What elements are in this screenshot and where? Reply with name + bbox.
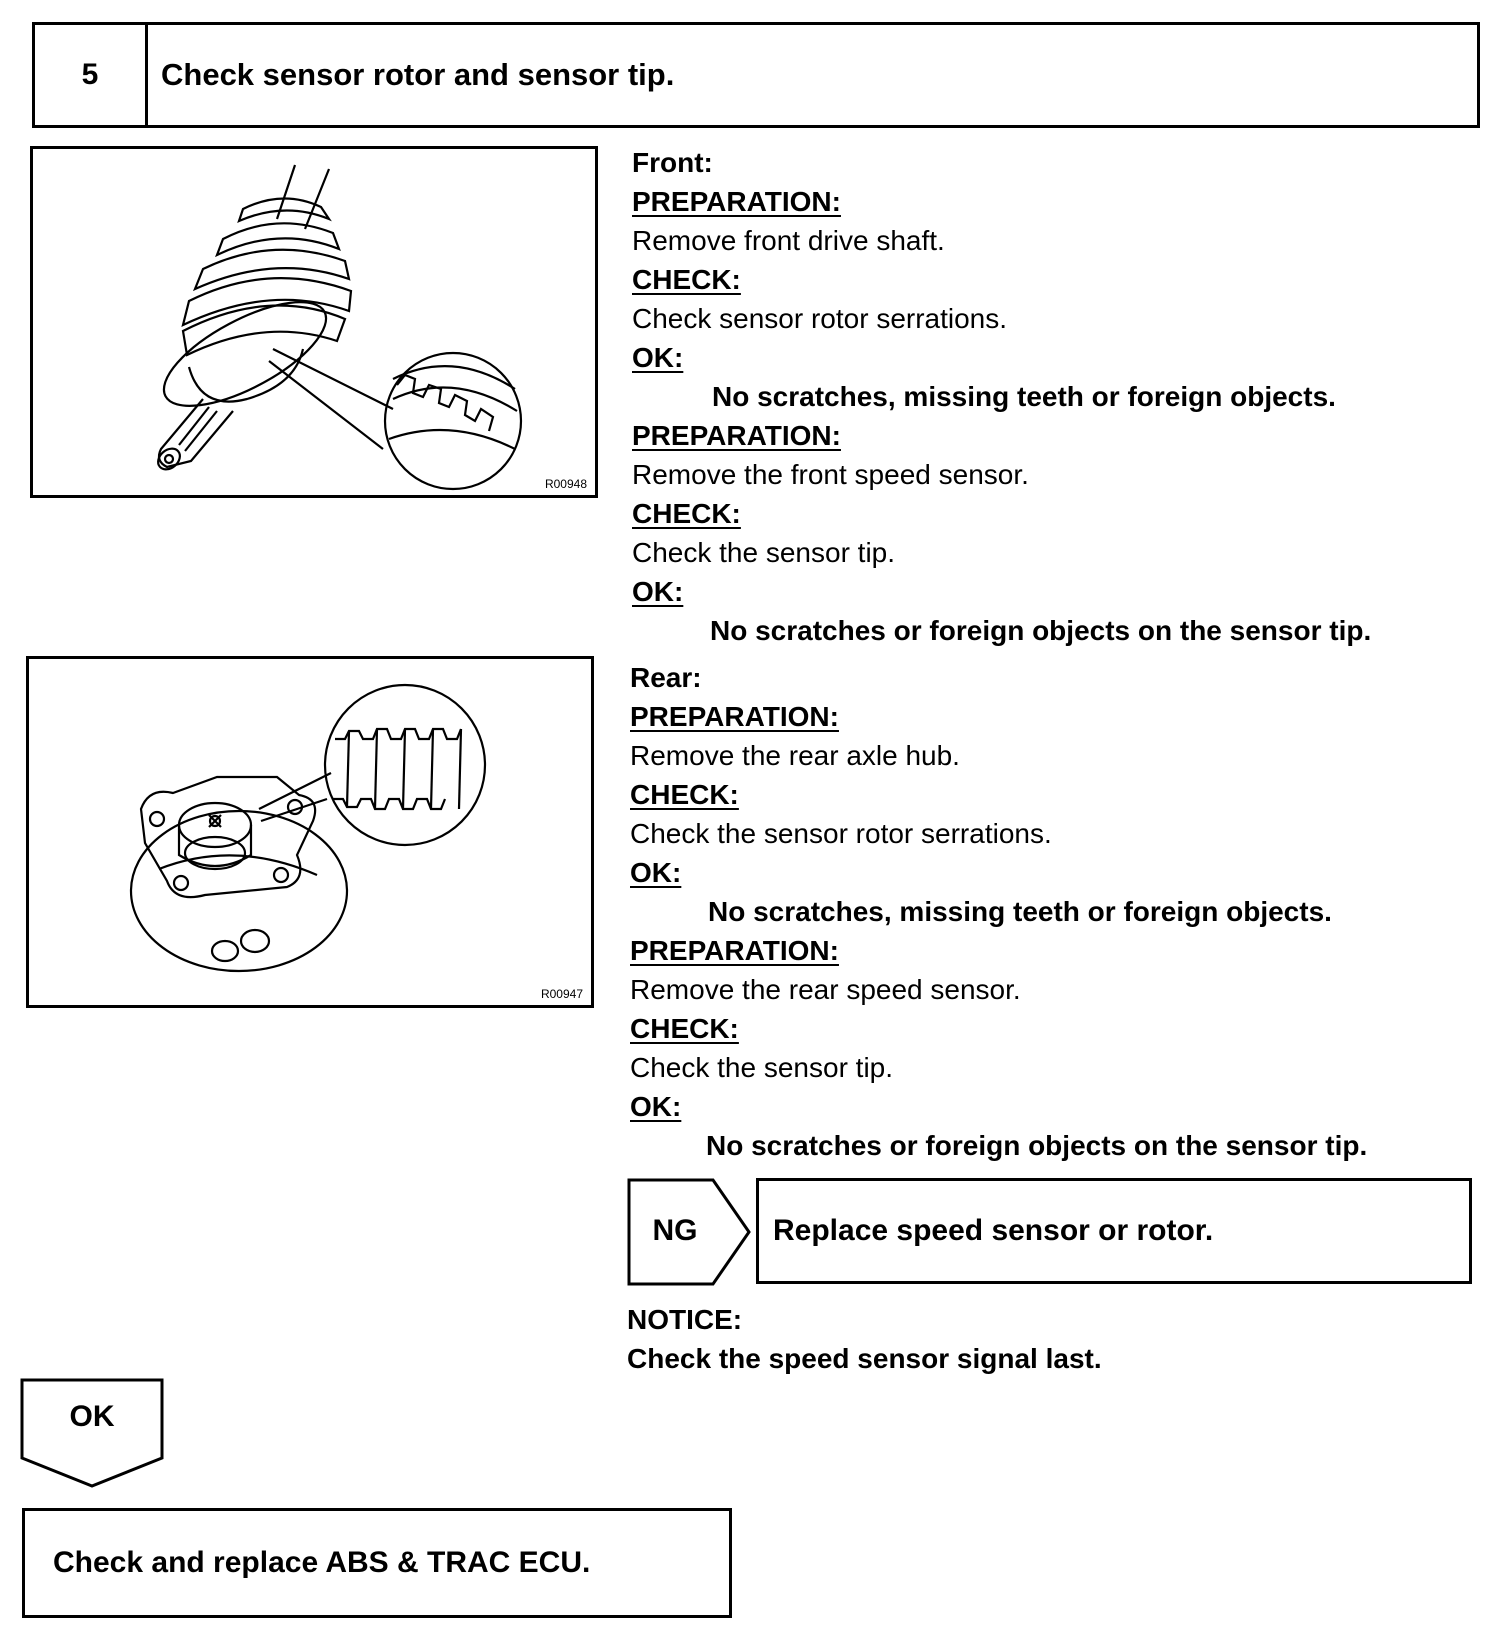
front-prep1-text: Remove front drive shaft. [632,225,945,256]
figure-code: R00947 [540,987,583,1001]
rear-check1-text: Check the sensor rotor serrations. [630,818,1052,849]
front-check1-text: Check sensor rotor serrations. [632,303,1008,334]
rear-check1-label: CHECK: [630,779,739,810]
ng-label: NG [652,1214,698,1247]
final-action-box: Check and replace ABS & TRAC ECU. [22,1508,732,1618]
drive-shaft-illustration [33,149,595,495]
front-heading: Front: [632,147,713,178]
front-prep2-label: PREPARATION: [632,420,841,451]
step-header [32,22,1480,128]
axle-hub-illustration [29,659,591,1005]
rear-check2-label: CHECK: [630,1013,739,1044]
rear-ok2-label: OK: [630,1091,682,1122]
step-title: Check sensor rotor and sensor tip. [161,57,675,92]
rear-ok1-text: No scratches, missing teeth or foreign objects. [708,896,1332,927]
notice-label: NOTICE: [627,1304,743,1335]
notice-text: Check the speed sensor signal last. [627,1343,1102,1374]
front-check2-text: Check the sensor tip. [632,537,896,568]
rear-check2-text: Check the sensor tip. [630,1052,894,1083]
front-prep1-label: PREPARATION: [632,186,841,217]
rear-ok2-text: No scratches or foreign objects on the sensor tip. [706,1130,1368,1161]
front-check2-label: CHECK: [632,498,741,529]
front-ok2-label: OK: [632,576,684,607]
rear-prep2-label: PREPARATION: [630,935,839,966]
front-drive-shaft-figure [30,146,598,498]
ok-label: OK [69,1400,115,1433]
front-ok1-text: No scratches, missing teeth or foreign objects. [712,381,1336,412]
front-ok1-label: OK: [632,342,684,373]
front-check1-label: CHECK: [632,264,741,295]
rear-prep2-text: Remove the rear speed sensor. [630,974,1021,1005]
rear-axle-hub-figure [26,656,594,1008]
rear-ok1-label: OK: [630,857,682,888]
ng-action-box: Replace speed sensor or rotor. [756,1178,1472,1284]
step-number: 5 [81,58,99,91]
rear-heading: Rear: [630,662,702,693]
front-prep2-text: Remove the front speed sensor. [632,459,1029,490]
header-divider [145,25,148,125]
figure-code: R00948 [544,477,587,491]
rear-prep1-text: Remove the rear axle hub. [630,740,960,771]
rear-prep1-label: PREPARATION: [630,701,839,732]
front-ok2-text: No scratches or foreign objects on the sensor tip. [710,615,1372,646]
